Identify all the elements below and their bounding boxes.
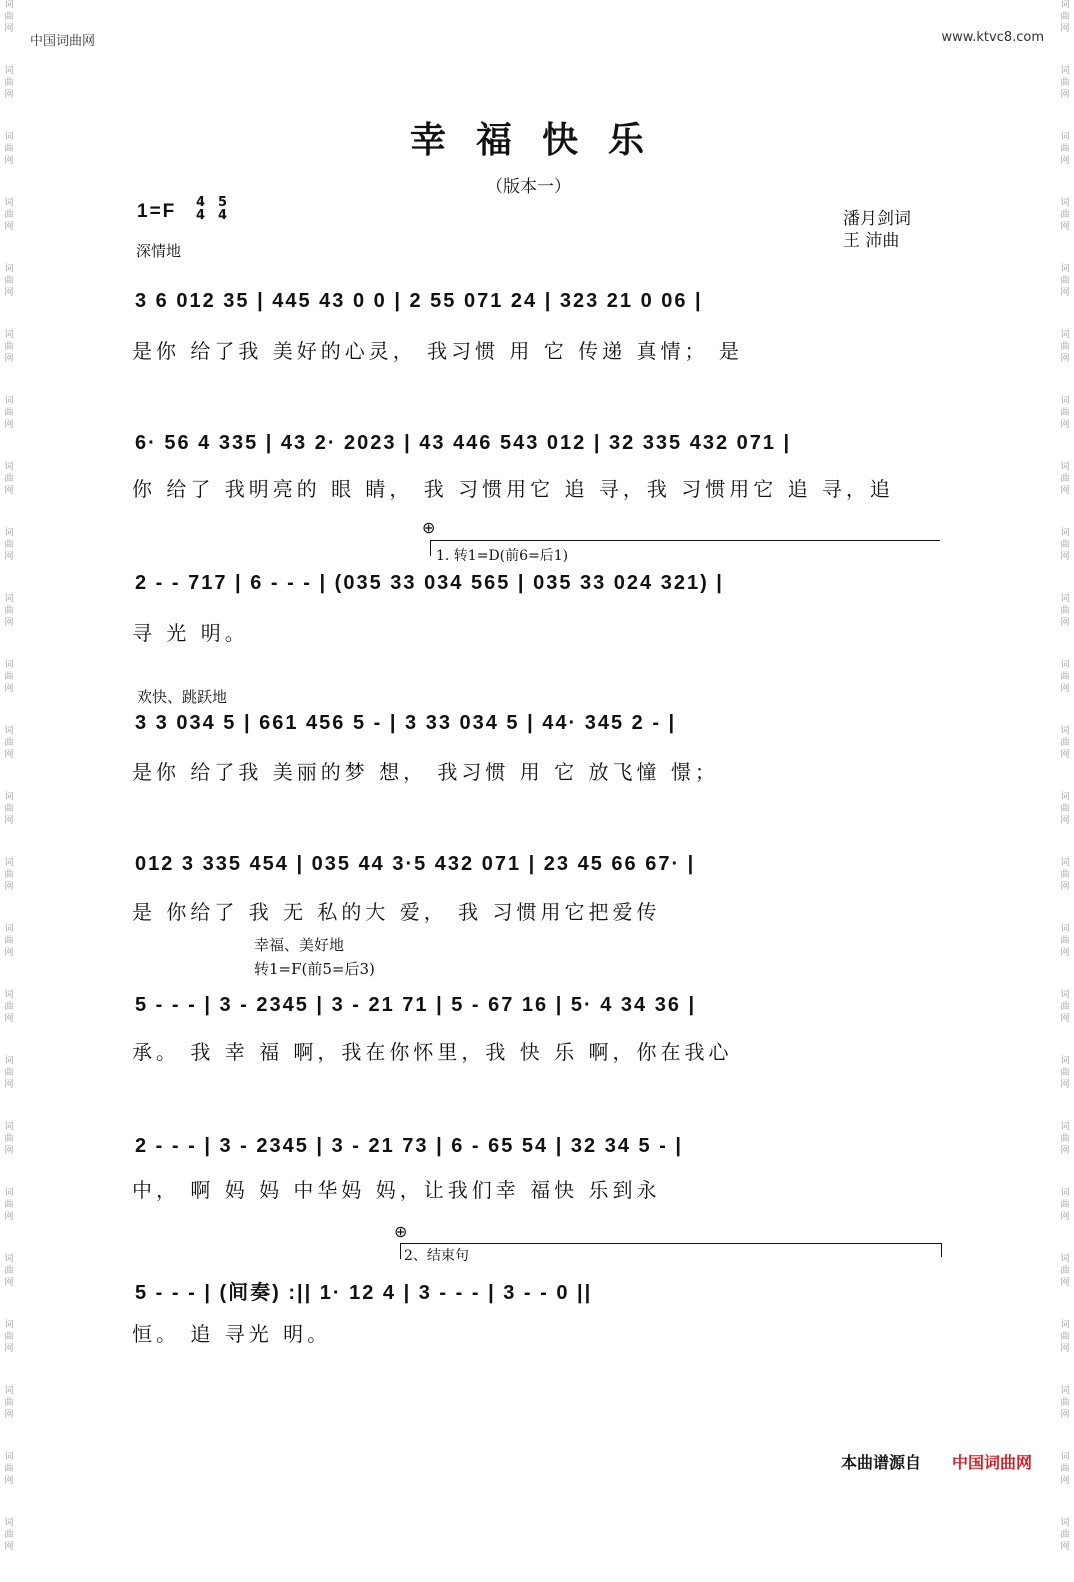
watermark-char: 曲 bbox=[4, 78, 14, 88]
watermark-char: 网 bbox=[4, 684, 14, 694]
watermark-char: 网 bbox=[4, 1476, 14, 1486]
watermark-char: 词 bbox=[1060, 924, 1070, 934]
watermark-gap bbox=[2, 300, 16, 328]
modulation-marking: 转1=F(前5=后3) bbox=[254, 960, 375, 978]
watermark-char: 网 bbox=[1060, 1344, 1070, 1354]
lyricist-credit: 潘月剑词 bbox=[843, 209, 911, 229]
watermark-char: 曲 bbox=[1060, 408, 1070, 418]
watermark-char: 词 bbox=[4, 264, 14, 274]
watermark-char: 词 bbox=[1060, 1386, 1070, 1396]
watermark-char: 词 bbox=[4, 1122, 14, 1132]
watermark-char: 曲 bbox=[4, 870, 14, 880]
watermark-gap bbox=[1058, 1224, 1072, 1252]
watermark-gap bbox=[1058, 1290, 1072, 1318]
watermark-char: 词 bbox=[1060, 1452, 1070, 1462]
watermark-char: 曲 bbox=[1060, 1200, 1070, 1210]
volta-2-bracket bbox=[400, 1243, 942, 1244]
watermark-char: 词 bbox=[4, 528, 14, 538]
watermark-char: 网 bbox=[1060, 1542, 1070, 1552]
watermark-char: 曲 bbox=[1060, 210, 1070, 220]
watermark-char: 词 bbox=[1060, 0, 1070, 10]
watermark-char: 网 bbox=[4, 552, 14, 562]
watermark-char: 曲 bbox=[4, 1332, 14, 1342]
watermark-gap bbox=[2, 1092, 16, 1120]
watermark-char: 网 bbox=[1060, 684, 1070, 694]
watermark-char: 词 bbox=[1060, 1254, 1070, 1264]
watermark-char: 词 bbox=[1060, 132, 1070, 142]
watermark-char: 曲 bbox=[1060, 1002, 1070, 1012]
watermark-char: 曲 bbox=[1060, 1134, 1070, 1144]
song-subtitle: （版本一） bbox=[486, 177, 571, 197]
watermark-char: 网 bbox=[1060, 1278, 1070, 1288]
watermark-char: 网 bbox=[1060, 156, 1070, 166]
watermark-char: 曲 bbox=[4, 1002, 14, 1012]
watermark-char: 曲 bbox=[1060, 1332, 1070, 1342]
watermark-char: 曲 bbox=[4, 210, 14, 220]
watermark-char: 曲 bbox=[1060, 1068, 1070, 1078]
watermark-char: 网 bbox=[1060, 354, 1070, 364]
watermark-char: 词 bbox=[4, 792, 14, 802]
watermark-char: 曲 bbox=[4, 1134, 14, 1144]
watermark-char: 曲 bbox=[1060, 870, 1070, 880]
watermark-gap bbox=[2, 762, 16, 790]
watermark-char: 词 bbox=[4, 132, 14, 142]
watermark-gap bbox=[2, 366, 16, 394]
watermark-char: 网 bbox=[1060, 552, 1070, 562]
watermark-gap bbox=[2, 1554, 16, 1582]
watermark-char: 网 bbox=[4, 156, 14, 166]
watermark-char: 网 bbox=[1060, 750, 1070, 760]
watermark-char: 词 bbox=[4, 594, 14, 604]
watermark-char: 词 bbox=[4, 660, 14, 670]
watermark-char: 网 bbox=[1060, 1014, 1070, 1024]
watermark-char: 网 bbox=[4, 1080, 14, 1090]
watermark-char: 曲 bbox=[1060, 12, 1070, 22]
watermark-gap bbox=[1058, 1092, 1072, 1120]
watermark-char: 曲 bbox=[4, 276, 14, 286]
watermark-char: 曲 bbox=[4, 540, 14, 550]
watermark-gap bbox=[1058, 432, 1072, 460]
key-signature: 1=F bbox=[137, 201, 177, 222]
watermark-char: 曲 bbox=[4, 1464, 14, 1474]
watermark-char: 曲 bbox=[1060, 276, 1070, 286]
watermark-char: 曲 bbox=[1060, 1530, 1070, 1540]
watermark-char: 曲 bbox=[1060, 144, 1070, 154]
watermark-char: 词 bbox=[1060, 462, 1070, 472]
watermark-gap bbox=[1058, 366, 1072, 394]
watermark-char: 曲 bbox=[4, 606, 14, 616]
watermark-char: 词 bbox=[1060, 1122, 1070, 1132]
watermark-gap bbox=[1058, 894, 1072, 922]
segno-mark-2: ⊕ bbox=[394, 1222, 408, 1241]
notes-line-7: 2 - - - | 3 - 2345 | 3 - 21 73 | 6 - 65 54 | 32 34 5 - | bbox=[135, 1135, 683, 1157]
watermark-char: 网 bbox=[4, 1410, 14, 1420]
watermark-char: 词 bbox=[1060, 396, 1070, 406]
watermark-char: 网 bbox=[4, 90, 14, 100]
watermark-char: 曲 bbox=[4, 474, 14, 484]
watermark-char: 词 bbox=[4, 726, 14, 736]
watermark-char: 曲 bbox=[1060, 474, 1070, 484]
watermark-gap bbox=[1058, 168, 1072, 196]
watermark-char: 词 bbox=[1060, 990, 1070, 1000]
watermark-char: 词 bbox=[1060, 1518, 1070, 1528]
watermark-gap bbox=[2, 1224, 16, 1252]
watermark-gap bbox=[2, 564, 16, 592]
notes-line-4: 3 3 034 5 | 661 456 5 - | 3 33 034 5 | 44· 345 2 - | bbox=[135, 712, 677, 734]
watermark-gap bbox=[2, 1422, 16, 1450]
notes-line-1: 3 6 012 35 | 445 43 0 0 | 2 55 071 24 | 323 21 0 06 | bbox=[135, 290, 703, 312]
watermark-char: 词 bbox=[1060, 726, 1070, 736]
watermark-char: 词 bbox=[4, 1518, 14, 1528]
watermark-char: 词 bbox=[1060, 594, 1070, 604]
watermark-char: 词 bbox=[1060, 660, 1070, 670]
watermark-char: 词 bbox=[1060, 1320, 1070, 1330]
watermark-gap bbox=[1058, 1422, 1072, 1450]
watermark-char: 词 bbox=[4, 1452, 14, 1462]
notes-line-8: 5 - - - | (间奏) :|| 1· 12 4 | 3 - - - | 3 - - 0 || bbox=[135, 1282, 593, 1304]
watermark-char: 网 bbox=[1060, 882, 1070, 892]
watermark-char: 词 bbox=[1060, 1188, 1070, 1198]
watermark-gap bbox=[2, 1158, 16, 1186]
watermark-char: 曲 bbox=[1060, 540, 1070, 550]
watermark-char: 曲 bbox=[4, 1530, 14, 1540]
watermark-gap bbox=[1058, 564, 1072, 592]
watermark-char: 网 bbox=[4, 1014, 14, 1024]
watermark-char: 网 bbox=[4, 618, 14, 628]
lyrics-line-1: 是你 给了我 美好的心灵， 我习惯 用 它 传递 真情； 是 bbox=[132, 339, 743, 363]
watermark-char: 曲 bbox=[4, 144, 14, 154]
watermark-char: 曲 bbox=[4, 1068, 14, 1078]
tempo-marking-3: 幸福、美好地 bbox=[254, 936, 345, 954]
watermark-char: 词 bbox=[1060, 198, 1070, 208]
header-site-url[interactable]: www.ktvc8.com bbox=[941, 30, 1044, 45]
watermark-char: 网 bbox=[4, 1146, 14, 1156]
watermark-char: 网 bbox=[1060, 1410, 1070, 1420]
volta-2-label: 2、结束句 bbox=[404, 1248, 469, 1264]
watermark-char: 网 bbox=[1060, 618, 1070, 628]
watermark-char: 曲 bbox=[1060, 738, 1070, 748]
watermark-gap bbox=[1058, 102, 1072, 130]
watermark-char: 曲 bbox=[1060, 1398, 1070, 1408]
watermark-char: 词 bbox=[1060, 264, 1070, 274]
watermark-char: 曲 bbox=[4, 804, 14, 814]
watermark-gap bbox=[2, 894, 16, 922]
watermark-char: 网 bbox=[4, 1212, 14, 1222]
watermark-gap bbox=[2, 168, 16, 196]
watermark-char: 网 bbox=[4, 24, 14, 34]
watermark-gap bbox=[2, 1026, 16, 1054]
watermark-gap bbox=[1058, 1554, 1072, 1582]
watermark-gap bbox=[1058, 630, 1072, 658]
watermark-char: 词 bbox=[4, 1386, 14, 1396]
watermark-char: 曲 bbox=[1060, 672, 1070, 682]
volta-1-bracket bbox=[430, 540, 940, 541]
watermark-gap bbox=[2, 696, 16, 724]
watermark-gap bbox=[1058, 1158, 1072, 1186]
watermark-char: 词 bbox=[4, 462, 14, 472]
watermark-char: 词 bbox=[4, 990, 14, 1000]
watermark-char: 词 bbox=[4, 858, 14, 868]
watermark-char: 网 bbox=[1060, 420, 1070, 430]
right-watermark-strip bbox=[1058, 0, 1072, 1552]
watermark-char: 词 bbox=[1060, 528, 1070, 538]
watermark-char: 词 bbox=[4, 198, 14, 208]
lyrics-line-2: 你 给了 我明亮的 眼 睛， 我 习惯用它 追 寻，我 习惯用它 追 寻，追 bbox=[132, 477, 894, 501]
lyrics-line-6: 承。 我 幸 福 啊，我在你怀里，我 快 乐 啊，你在我心 bbox=[132, 1040, 733, 1064]
watermark-gap bbox=[2, 102, 16, 130]
watermark-gap bbox=[2, 960, 16, 988]
left-watermark-strip bbox=[2, 0, 16, 1552]
watermark-gap bbox=[2, 1290, 16, 1318]
watermark-gap bbox=[1058, 498, 1072, 526]
watermark-char: 曲 bbox=[1060, 804, 1070, 814]
watermark-char: 曲 bbox=[4, 12, 14, 22]
footer-source-label: 本曲谱源自 bbox=[841, 1453, 922, 1472]
notes-line-6: 5 - - - | 3 - 2345 | 3 - 21 71 | 5 - 67 16 | 5· 4 34 36 | bbox=[135, 994, 697, 1016]
watermark-char: 曲 bbox=[4, 1266, 14, 1276]
watermark-gap bbox=[1058, 696, 1072, 724]
lyrics-line-5: 是 你给了 我 无 私的大 爱， 我 习惯用它把爱传 bbox=[132, 900, 661, 924]
watermark-char: 词 bbox=[1060, 1056, 1070, 1066]
watermark-char: 网 bbox=[1060, 288, 1070, 298]
watermark-gap bbox=[2, 828, 16, 856]
watermark-char: 网 bbox=[1060, 816, 1070, 826]
watermark-char: 网 bbox=[1060, 1212, 1070, 1222]
footer-source-site[interactable]: 中国词曲网 bbox=[952, 1453, 1033, 1472]
watermark-char: 网 bbox=[4, 948, 14, 958]
watermark-char: 曲 bbox=[1060, 1266, 1070, 1276]
watermark-gap bbox=[2, 432, 16, 460]
watermark-gap bbox=[2, 630, 16, 658]
watermark-char: 网 bbox=[4, 816, 14, 826]
time-signature-4-4: 4 4 bbox=[196, 195, 206, 223]
lyrics-line-8: 恒。 追 寻光 明。 bbox=[132, 1322, 332, 1346]
watermark-char: 网 bbox=[4, 222, 14, 232]
watermark-gap bbox=[1058, 1356, 1072, 1384]
watermark-gap bbox=[1058, 36, 1072, 64]
watermark-char: 网 bbox=[1060, 948, 1070, 958]
composer-credit: 王 沛曲 bbox=[843, 231, 900, 251]
notes-line-3: 2 - - 717 | 6 - - - | (035 33 034 565 | 035 33 024 321) | bbox=[135, 572, 724, 594]
watermark-char: 网 bbox=[1060, 1080, 1070, 1090]
watermark-char: 曲 bbox=[1060, 606, 1070, 616]
watermark-char: 词 bbox=[4, 0, 14, 10]
watermark-char: 网 bbox=[4, 486, 14, 496]
watermark-gap bbox=[1058, 960, 1072, 988]
volta-2-bracket-edge bbox=[400, 1243, 401, 1259]
header-site-name: 中国词曲网 bbox=[30, 34, 96, 49]
watermark-gap bbox=[2, 36, 16, 64]
time-signature-5-4: 5 4 bbox=[218, 195, 228, 223]
notes-line-5: 012 3 335 454 | 035 44 3·5 432 071 | 23 45 66 67· | bbox=[135, 853, 696, 875]
lyrics-line-3: 寻 光 明。 bbox=[132, 621, 249, 645]
watermark-char: 词 bbox=[4, 924, 14, 934]
watermark-char: 网 bbox=[4, 1278, 14, 1288]
watermark-char: 网 bbox=[4, 354, 14, 364]
watermark-char: 曲 bbox=[4, 672, 14, 682]
lyrics-line-7: 中， 啊 妈 妈 中华妈 妈，让我们幸 福快 乐到永 bbox=[132, 1178, 661, 1202]
watermark-gap bbox=[1058, 300, 1072, 328]
watermark-char: 曲 bbox=[4, 408, 14, 418]
watermark-char: 网 bbox=[4, 750, 14, 760]
watermark-gap bbox=[1058, 1026, 1072, 1054]
watermark-char: 曲 bbox=[4, 342, 14, 352]
watermark-char: 网 bbox=[1060, 90, 1070, 100]
watermark-char: 网 bbox=[1060, 1146, 1070, 1156]
watermark-char: 网 bbox=[1060, 1476, 1070, 1486]
watermark-char: 词 bbox=[4, 396, 14, 406]
watermark-char: 词 bbox=[4, 66, 14, 76]
watermark-char: 网 bbox=[4, 288, 14, 298]
song-title: 幸福快乐 bbox=[410, 119, 675, 161]
watermark-gap bbox=[1058, 1488, 1072, 1516]
volta-1-bracket-edge bbox=[430, 540, 431, 556]
watermark-char: 曲 bbox=[1060, 342, 1070, 352]
watermark-char: 网 bbox=[1060, 222, 1070, 232]
watermark-char: 网 bbox=[4, 882, 14, 892]
watermark-gap bbox=[1058, 234, 1072, 262]
watermark-char: 词 bbox=[4, 1056, 14, 1066]
watermark-char: 网 bbox=[1060, 24, 1070, 34]
watermark-char: 曲 bbox=[4, 936, 14, 946]
watermark-gap bbox=[2, 1356, 16, 1384]
volta-2-bracket-end bbox=[941, 1243, 942, 1257]
watermark-char: 曲 bbox=[4, 1200, 14, 1210]
watermark-char: 曲 bbox=[1060, 1464, 1070, 1474]
watermark-char: 曲 bbox=[4, 1398, 14, 1408]
watermark-char: 词 bbox=[1060, 66, 1070, 76]
watermark-gap bbox=[2, 498, 16, 526]
watermark-gap bbox=[1058, 762, 1072, 790]
watermark-char: 曲 bbox=[1060, 78, 1070, 88]
watermark-gap bbox=[2, 234, 16, 262]
watermark-char: 词 bbox=[1060, 792, 1070, 802]
segno-mark-1: ⊕ bbox=[422, 518, 436, 537]
watermark-char: 词 bbox=[4, 1188, 14, 1198]
watermark-char: 词 bbox=[1060, 330, 1070, 340]
tempo-marking-2: 欢快、跳跃地 bbox=[137, 688, 228, 706]
tempo-marking-1: 深情地 bbox=[136, 242, 182, 260]
watermark-char: 网 bbox=[4, 1344, 14, 1354]
watermark-char: 网 bbox=[4, 1542, 14, 1552]
watermark-char: 网 bbox=[4, 420, 14, 430]
watermark-gap bbox=[2, 1488, 16, 1516]
watermark-char: 词 bbox=[4, 1254, 14, 1264]
watermark-char: 词 bbox=[4, 330, 14, 340]
watermark-char: 曲 bbox=[1060, 936, 1070, 946]
watermark-char: 网 bbox=[1060, 486, 1070, 496]
watermark-char: 词 bbox=[1060, 858, 1070, 868]
lyrics-line-4: 是你 给了我 美丽的梦 想， 我习惯 用 它 放飞憧 憬； bbox=[132, 760, 719, 784]
watermark-char: 词 bbox=[4, 1320, 14, 1330]
watermark-gap bbox=[1058, 828, 1072, 856]
notes-line-2: 6· 56 4 335 | 43 2· 2023 | 43 446 543 012 | 32 335 432 071 | bbox=[135, 432, 792, 454]
watermark-char: 曲 bbox=[4, 738, 14, 748]
volta-1-label: 1. 转1=D(前6=后1) bbox=[436, 548, 569, 564]
